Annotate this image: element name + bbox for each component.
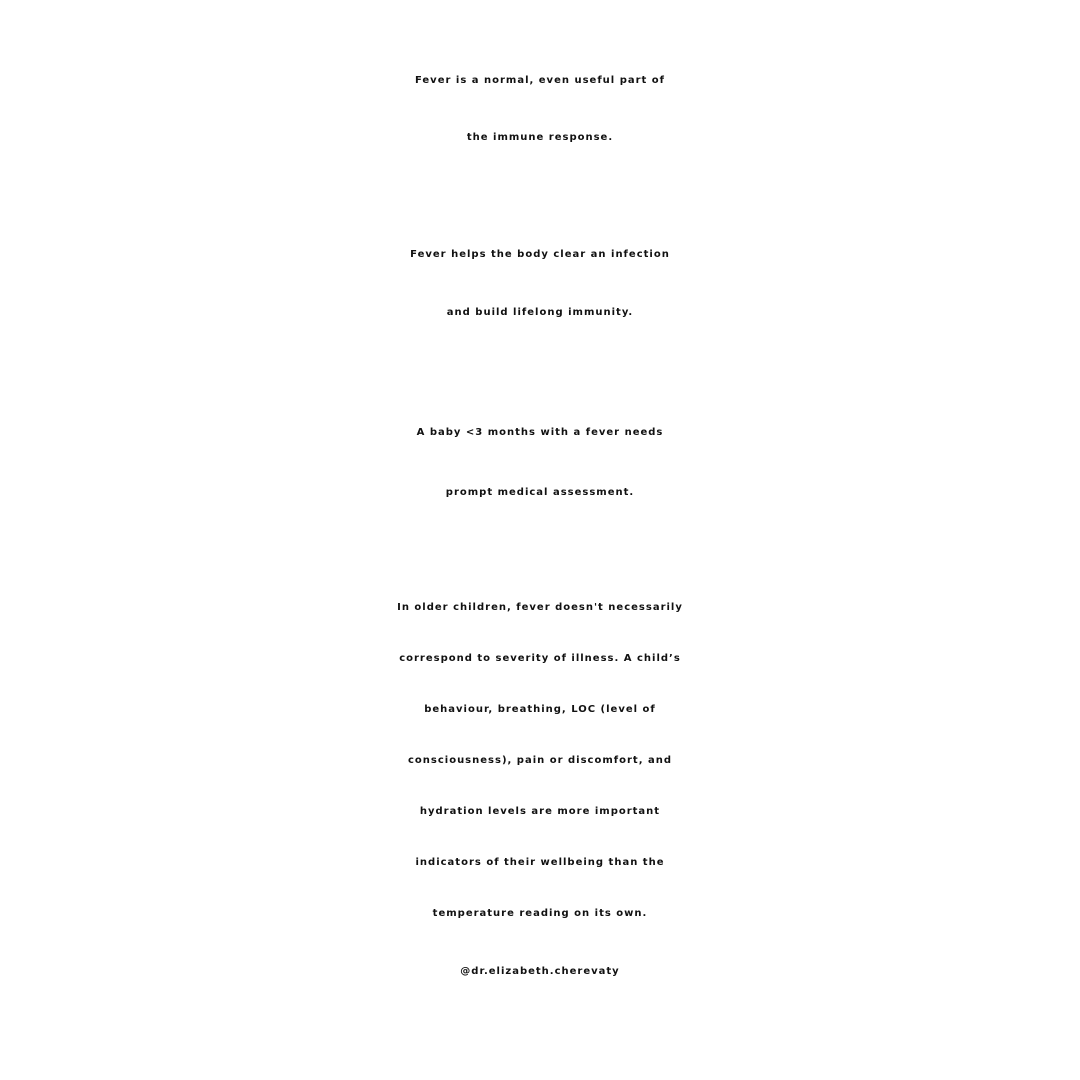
paragraph-line: behaviour, breathing, LOC (level of [424,704,656,715]
paragraph-line: indicators of their wellbeing than the [415,857,665,868]
paragraph-line: hydration levels are more important [419,806,661,817]
paragraph-line: prompt medical assessment. [445,487,635,498]
paragraph-fever-helps [0,226,1080,342]
author-handle: @dr.elizabeth.cherevaty [460,966,620,977]
paragraph-line: A baby <3 months with a fever needs [416,427,664,438]
paragraph-line: the immune response. [466,132,614,143]
paragraph-older-children [0,582,1080,939]
paragraph-line: Fever helps the body clear an infection [410,249,670,260]
paragraph-line: and build lifelong immunity. [446,307,634,318]
paragraph-fever-normal [0,52,1080,166]
paragraph-line: correspond to severity of illness. A child’s [399,653,681,664]
paragraph-line: In older children, fever doesn't necessarily [397,602,683,613]
paragraph-line: temperature reading on its own. [432,908,648,919]
paragraph-baby-fever [0,403,1080,523]
paragraph-line: Fever is a normal, even useful part of [414,75,666,86]
paragraph-line: consciousness), pain or discomfort, and [407,755,673,766]
